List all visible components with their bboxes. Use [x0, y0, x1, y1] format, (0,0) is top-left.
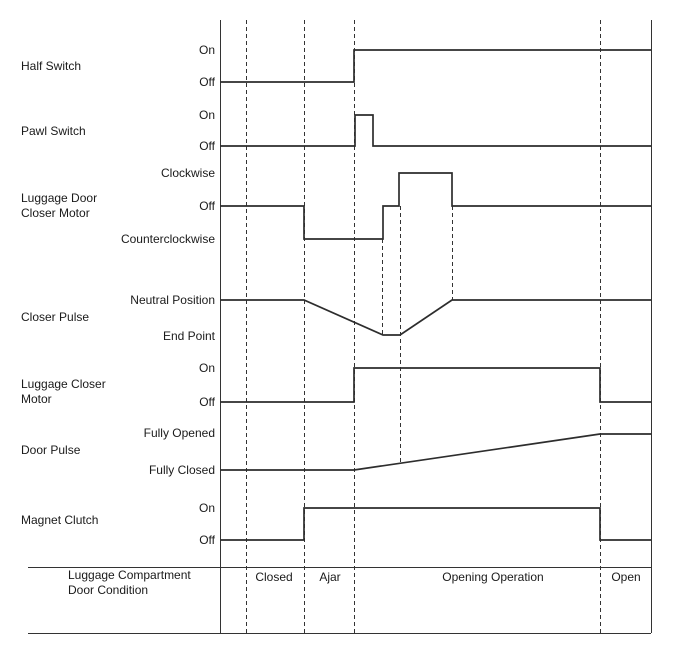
waveform-magnet-clutch [220, 508, 651, 540]
waveform-half-switch [220, 50, 651, 82]
zone-label-open: Open [611, 569, 641, 584]
level-label-luggage-door-closer-motor-off: Off [199, 198, 215, 213]
signal-label-door-pulse: Door Pulse [21, 442, 81, 457]
zone-label-ajar: Ajar [319, 569, 341, 584]
zone-label-closed: Closed [255, 569, 293, 584]
signal-label-luggage-closer-motor: Motor [21, 392, 52, 406]
waveform-luggage-closer-motor [220, 368, 651, 402]
level-label-closer-pulse-neutral-position: Neutral Position [130, 292, 215, 307]
signal-label-magnet-clutch: Magnet Clutch [21, 512, 99, 527]
signal-label-closer-pulse: Closer Pulse [21, 309, 90, 324]
signal-label-pawl-switch: Pawl Switch [21, 123, 86, 138]
waveform-door-pulse [220, 434, 651, 470]
signal-label-luggage-door-closer-motor: Luggage Door [21, 191, 98, 205]
level-label-luggage-closer-motor-on: On [198, 360, 215, 375]
signal-label-luggage-door-closer-motor: Closer Motor [21, 206, 90, 220]
condition-header-line-1: Door Condition [68, 583, 149, 597]
level-label-luggage-door-closer-motor-counterclockwise: Counterclockwise [120, 231, 215, 246]
level-label-pawl-switch-off: Off [199, 138, 215, 153]
level-label-closer-pulse-end-point: End Point [162, 328, 215, 343]
level-label-magnet-clutch-on: On [198, 500, 215, 515]
level-label-door-pulse-fully-opened: Fully Opened [143, 425, 215, 440]
waveform-closer-pulse [220, 300, 651, 335]
level-label-luggage-closer-motor-off: Off [199, 394, 215, 409]
waveform-luggage-door-closer-motor [220, 173, 651, 239]
signal-label-luggage-closer-motor: Luggage Closer [21, 377, 106, 391]
condition-header-line-0: Luggage Compartment [68, 568, 191, 582]
zone-label-opening-operation: Opening Operation [442, 569, 544, 584]
signal-label-half-switch: Half Switch [21, 58, 82, 73]
level-label-half-switch-on: On [198, 42, 215, 57]
level-label-magnet-clutch-off: Off [199, 532, 215, 547]
level-label-half-switch-off: Off [199, 74, 215, 89]
level-label-pawl-switch-on: On [198, 107, 215, 122]
waveform-pawl-switch [220, 115, 651, 146]
level-label-door-pulse-fully-closed: Fully Closed [148, 462, 215, 477]
level-label-luggage-door-closer-motor-clockwise: Clockwise [160, 165, 215, 180]
